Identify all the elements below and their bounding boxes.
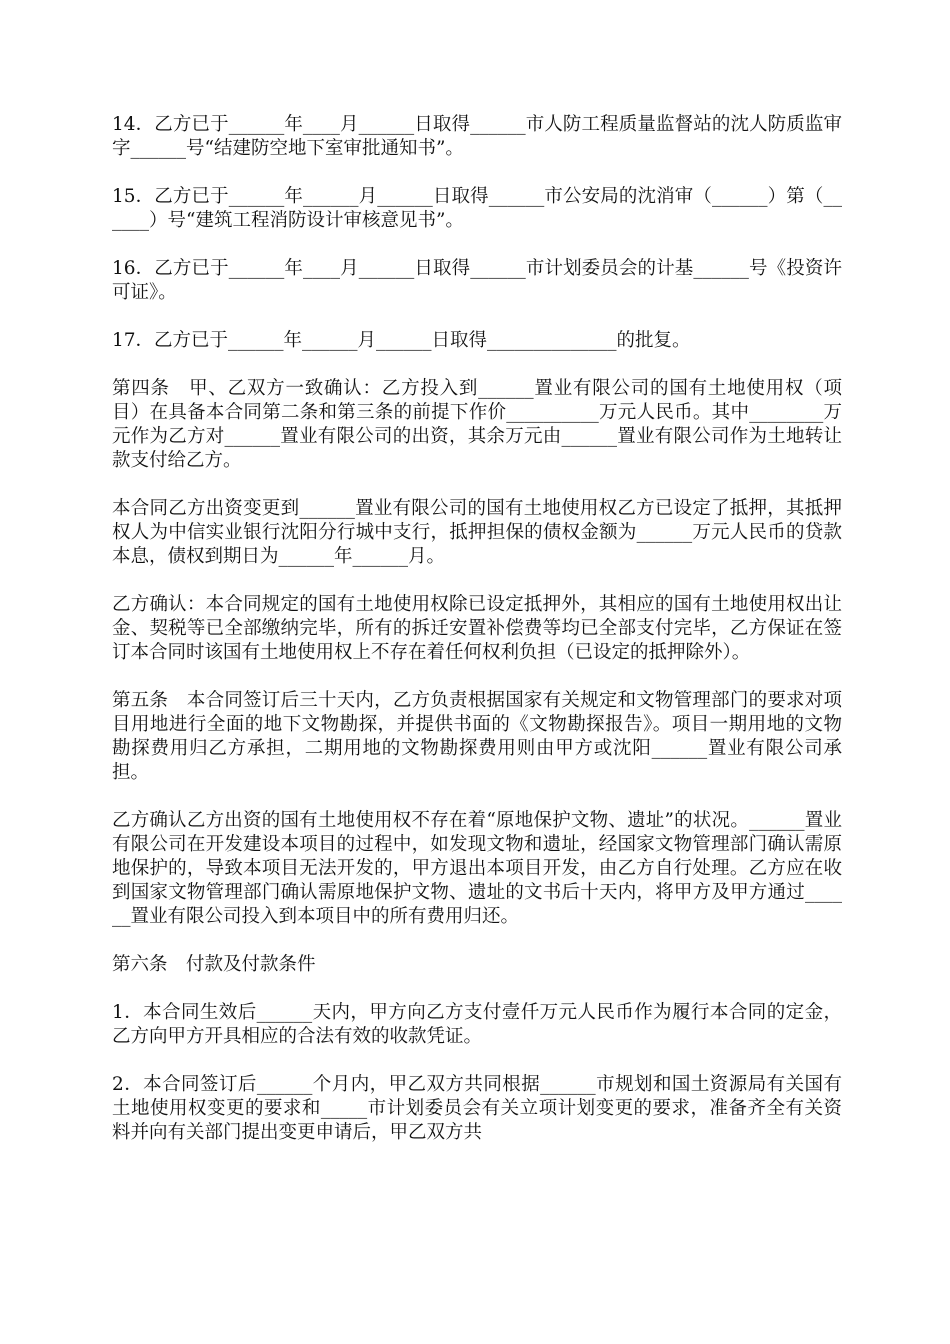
article-6-item-1: 1．本合同生效后______天内，甲方向乙方支付壹仟万元人民币作为履行本合同的定金，乙方向甲方开具相应的合法有效的收款凭证。 — [112, 1002, 842, 1047]
clause-16: 16．乙方已于______年____月______日取得______市计划委员会的计基______号《投资许可证》。 — [112, 258, 842, 303]
document-page — [112, 113, 842, 1169]
article-4: 第四条 甲、乙双方一致确认：乙方投入到______置业有限公司的国有土地使用权（项目）在具备本合同第二条和第三条的前提下作价__________万元人民币。其中________万元作为乙方对______置业有限公司的出资，其余万元由______置业有限公司作为土地转让款支付给乙方。 — [112, 378, 842, 471]
clause-17: 17．乙方已于______年______月______日取得______________的批复。 — [112, 330, 691, 351]
clause-14: 14．乙方已于______年____月______日取得______市人防工程质量监督站的沈人防质监审字______号“结建防空地下室审批通知书”。 — [112, 114, 842, 159]
clause-15: 15．乙方已于______年______月______日取得______市公安局的沈消审（______）第（______）号“建筑工程消防设计审核意见书”。 — [112, 186, 842, 231]
article-5: 第五条 本合同签订后三十天内，乙方负责根据国家有关规定和文物管理部门的要求对项目用地进行全面的地下文物勘探，并提供书面的《文物勘探报告》。项目一期用地的文物勘探费用归乙方承担，二期用地的文物勘探费用则由甲方或沈阳______置业有限公司承担。 — [112, 690, 842, 783]
article-4-confirmation: 乙方确认：本合同规定的国有土地使用权除已设定抵押外，其相应的国有土地使用权出让金、契税等已全部缴纳完毕，所有的拆迁安置补偿费等均已全部支付完毕，乙方保证在签订本合同时该国有土地使用权上不存在着任何权利负担（已设定的抵押除外）。 — [112, 594, 842, 663]
article-6-heading: 第六条 付款及付款条件 — [112, 954, 316, 975]
article-5-relics: 乙方确认乙方出资的国有土地使用权不存在着“原地保护文物、遗址”的状况。______置业有限公司在开发建设本项目的过程中，如发现文物和遗址，经国家文物管理部门确认需原地保护的，导致本项目无法开发的，甲方退出本项目开发，由乙方自行处理。乙方应在收到国家文物管理部门确认需原地保护文物、遗址的文书后十天内，将甲方及甲方通过______置业有限公司投入到本项目中的所有费用归还。 — [112, 810, 842, 927]
article-6-item-2: 2．本合同签订后______个月内，甲乙双方共同根据______市规划和国土资源局有关国有土地使用权变更的要求和_____市计划委员会有关立项计划变更的要求，准备齐全有关资料并向有关部门提出变更申请后，甲乙双方共 — [112, 1074, 842, 1143]
article-4-mortgage: 本合同乙方出资变更到______置业有限公司的国有土地使用权乙方已设定了抵押，其抵押权人为中信实业银行沈阳分行城中支行，抵押担保的债权金额为______万元人民币的贷款本息，债权到期日为______年______月。 — [112, 498, 842, 567]
